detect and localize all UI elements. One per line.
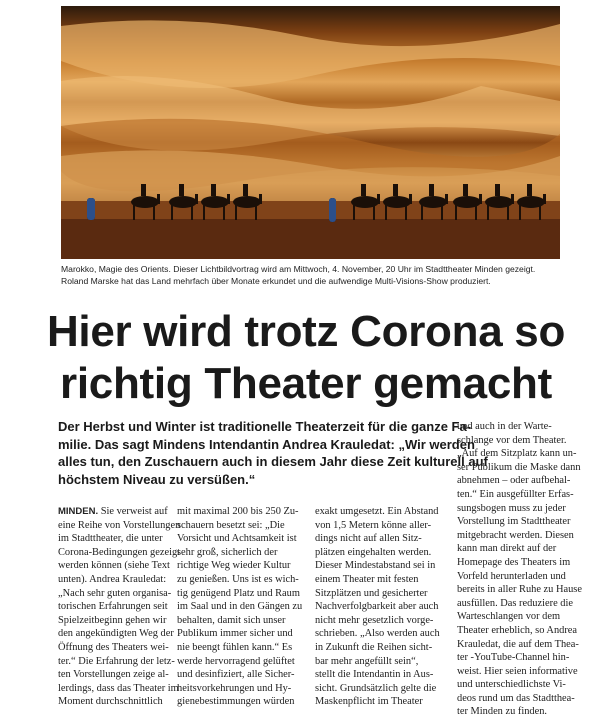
article-column-3 [315, 505, 446, 709]
column-line: Nachverfolgbarkeit aber auch [315, 601, 439, 613]
column-line: und auch in der Warte- [457, 421, 552, 432]
column-line: ter.“ Die Erfahrung der letz- [58, 655, 175, 667]
article-headline [36, 306, 576, 410]
column-line: Maskenpflicht im Theater [315, 696, 423, 708]
column-line: ser Publikum die Maske dann [457, 461, 581, 473]
column-line: Sitzplätzen und gesicherter [315, 587, 428, 599]
column-line: Vorstellung im Stadttheater [457, 516, 571, 528]
column-line: und unterschiedlichste Vi- [457, 679, 566, 691]
column-line: von 1,5 Metern könne aller- [315, 519, 432, 531]
lead-line: höchstem Niveau zu versüßen.“ [58, 471, 256, 487]
column-line: dings nicht auf allen Sitz- [315, 533, 422, 545]
column-line: sicht. Grundsätzlich gelte die [315, 682, 437, 694]
headline-line: richtig Theater gemacht [60, 359, 552, 408]
column-line: Vorsicht und Achtsamkeit ist [177, 533, 297, 545]
dateline-continuation: Sie verweist auf [98, 506, 168, 517]
column-line: tig genügend Platz und Raum [177, 587, 300, 599]
column-line: werde hervorragend gelüftet [177, 655, 295, 667]
column-line: unten). Andrea Krauledat: [58, 573, 167, 585]
caption-line: Marokko, Magie des Orients. Dieser Lichtbildvortrag wird am Mittwoch, 4. November, 20 Uhr im Stadttheater Minden gezeigt. [61, 264, 536, 274]
column-line: im Saal und in den Gängen zu [177, 601, 303, 613]
column-line: Warteschlangen vor dem [457, 611, 561, 623]
article-photo-desert-caravan [61, 6, 560, 259]
caption-line: Roland Marske hat das Land mehrfach über Monate erkundet und die aufwendige Multi-Visions-Show produziert. [61, 276, 491, 286]
column-line: eine Reihe von Vorstellungen [58, 519, 181, 531]
column-line: bereits in aller Ruhe zu Hause [457, 584, 582, 596]
column-line: stellt die Intendantin in Aus- [315, 669, 434, 681]
column-line: ter -YouTube-Channel hin- [457, 652, 570, 664]
column-line: schauern besetzt sei: „Die [177, 519, 285, 531]
column-line: im Stadttheater, die unter [58, 533, 163, 545]
lead-line: alles tun, den Zuschauern auch in diesem Jahr diese Zeit kulturell auf [58, 454, 488, 469]
desert-scene-illustration [61, 6, 560, 259]
column-line: ten Vorstellungen zeige al- [58, 669, 169, 681]
column-line: Moment durchschnittlich [58, 696, 163, 708]
column-line: zu genießen. Uns ist es wich- [177, 573, 299, 585]
column-line: gienebestimmungen würden [177, 696, 295, 708]
column-line: Theater erheblich, so Andrea [457, 624, 578, 636]
column-line: Corona-Bedingungen gezeigt [58, 546, 181, 558]
article-column-1 [58, 505, 181, 709]
column-line: plätzen eingehalten werden. [315, 546, 432, 558]
headline-line: Hier wird trotz Corona so [46, 307, 566, 356]
column-line: nie beengt fühlen kann.“ Es [177, 641, 293, 653]
column-line: ter Minden zu finden. [457, 706, 548, 718]
column-line: deos rund um das Stadtthea- [457, 692, 575, 704]
column-line: Öffnung des Theaters wei- [58, 641, 169, 653]
column-line: Spielzeitbeginn gehen wir [58, 614, 167, 626]
article-column-4 [457, 420, 585, 719]
column-line: Publikum immer sicher und [177, 628, 293, 640]
column-line: und desinfiziert, alle Sicher- [177, 669, 295, 681]
column-line: „Auf dem Sitzplatz kann un- [457, 448, 577, 460]
column-line: einem Theater mit festen [315, 573, 419, 585]
column-line: behalten, damit sich unser [177, 614, 286, 626]
column-line: richtige Weg wieder Kultur [177, 560, 291, 572]
column-line: Krauledat, die auf dem Thea- [457, 638, 579, 650]
lead-line: Der Herbst und Winter ist traditionelle Theaterzeit für die ganze Fa- [58, 419, 472, 434]
column-line: bar mehr angefüllt sein“, [315, 655, 419, 667]
column-line: exakt umgesetzt. Ein Abstand [315, 506, 439, 517]
column-line: heitsvorkehrungen und Hy- [177, 682, 292, 694]
column-line: „Nach sehr guten organisa- [58, 587, 172, 599]
dateline: MINDEN. [58, 506, 99, 517]
photo-caption [61, 263, 566, 287]
column-line: mit maximal 200 bis 250 Zu- [177, 506, 299, 517]
column-line [58, 505, 168, 519]
column-line: ausfüllen. Das reduziere die [457, 597, 573, 609]
column-line: torischen Erfahrungen seit [58, 601, 168, 613]
column-line: weist. Hier seien informative [457, 665, 578, 677]
article-lead [58, 418, 488, 488]
column-line: in Zukunft die Reihen sicht- [315, 641, 433, 653]
column-line: Vorfeld herunterladen und [457, 570, 566, 582]
column-line: abnehmen – oder aufbehal- [457, 475, 571, 487]
column-line: sehr groß, sicherlich der [177, 546, 278, 558]
column-line: lerdings, dass das Theater im [58, 682, 179, 694]
column-line: nicht mehr gesetzlich vorge- [315, 614, 434, 626]
column-line: kann man direkt auf der [457, 543, 557, 555]
column-line: den angekündigten Weg der [58, 628, 174, 640]
column-line: mitgebracht werden. Diesen [457, 529, 574, 541]
column-line: werden können (siehe Text [58, 560, 170, 572]
article-column-2 [177, 505, 305, 709]
column-line: ten.“ Ein ausgefüllter Erfas- [457, 488, 574, 500]
column-line: schrieben. „Also werden auch [315, 628, 440, 640]
column-line: Dieser Mindestabstand sei in [315, 560, 436, 572]
column-line: schlange vor dem Theater. [457, 434, 567, 446]
column-line: Homepage des Theaters im [457, 556, 571, 568]
column-line: sungsbogen muss zu jeder [457, 502, 566, 514]
lead-line: milie. Das sagt Mindens Intendantin Andrea Krauledat: „Wir werden [58, 436, 475, 452]
